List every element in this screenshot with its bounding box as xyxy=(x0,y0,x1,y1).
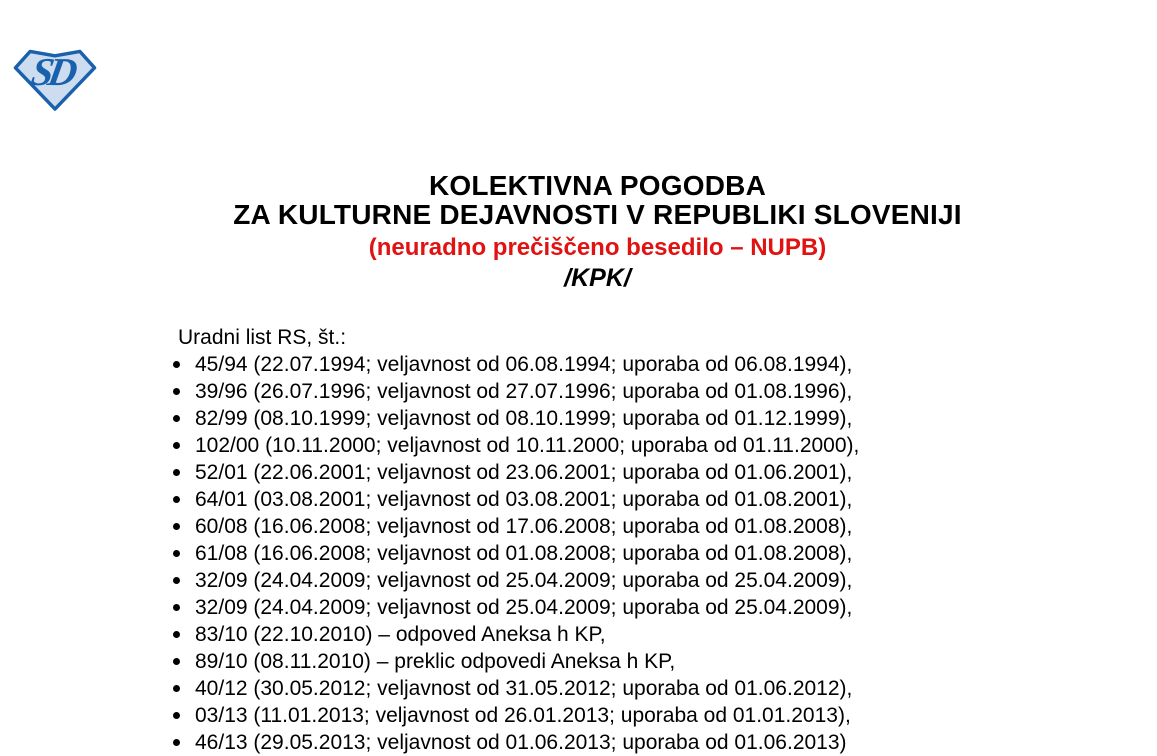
doc-title-line2: ZA KULTURNE DEJAVNOSTI V REPUBLIKI SLOVENIJI xyxy=(233,199,962,230)
list-item: 03/13 (11.01.2013; veljavnost od 26.01.2013; uporaba od 01.01.2013), xyxy=(170,702,1030,729)
list-item: 52/01 (22.06.2001; veljavnost od 23.06.2001; uporaba od 01.06.2001), xyxy=(170,459,1030,486)
doc-title-line1: KOLEKTIVNA POGODBA xyxy=(428,170,767,201)
list-item: 83/10 (22.10.2010) – odpoved Aneksa h KP, xyxy=(170,621,1030,648)
gazette-reference-section xyxy=(170,324,1030,756)
sd-shield-logo xyxy=(12,44,98,114)
gazette-reference-list xyxy=(170,351,1030,756)
list-item: 39/96 (26.07.1996; veljavnost od 27.07.1996; uporaba od 01.08.1996), xyxy=(170,378,1030,405)
list-item: 46/13 (29.05.2013; veljavnost od 01.06.2013; uporaba od 01.06.2013) xyxy=(170,729,1030,756)
doc-code: /KPK/ xyxy=(564,264,631,292)
list-item: 89/10 (08.11.2010) – preklic odpovedi Aneksa h KP, xyxy=(170,648,1030,675)
list-item: 64/01 (03.08.2001; veljavnost od 03.08.2001; uporaba od 01.08.2001), xyxy=(170,486,1030,513)
list-item: 45/94 (22.07.1994; veljavnost od 06.08.1994; uporaba od 06.08.1994), xyxy=(170,351,1030,378)
list-item: 102/00 (10.11.2000; veljavnost od 10.11.2000; uporaba od 01.11.2000), xyxy=(170,432,1030,459)
list-item: 32/09 (24.04.2009; veljavnost od 25.04.2009; uporaba od 25.04.2009), xyxy=(170,567,1030,594)
list-item: 32/09 (24.04.2009; veljavnost od 25.04.2009; uporaba od 25.04.2009), xyxy=(170,594,1030,621)
list-item: 40/12 (30.05.2012; veljavnost od 31.05.2012; uporaba od 01.06.2012), xyxy=(170,675,1030,702)
document-heading xyxy=(0,171,1157,292)
list-intro: Uradni list RS, št.: xyxy=(178,326,347,349)
list-item: 60/08 (16.06.2008; veljavnost od 17.06.2008; uporaba od 01.08.2008), xyxy=(170,513,1030,540)
doc-subtitle: (neuradno prečiščeno besedilo – NUPB) xyxy=(368,234,827,261)
list-item: 82/99 (08.10.1999; veljavnost od 08.10.1999; uporaba od 01.12.1999), xyxy=(170,405,1030,432)
logo-letters: SD xyxy=(27,49,77,94)
list-item: 61/08 (16.06.2008; veljavnost od 01.08.2008; uporaba od 01.08.2008), xyxy=(170,540,1030,567)
sd-shield-icon xyxy=(12,44,98,114)
